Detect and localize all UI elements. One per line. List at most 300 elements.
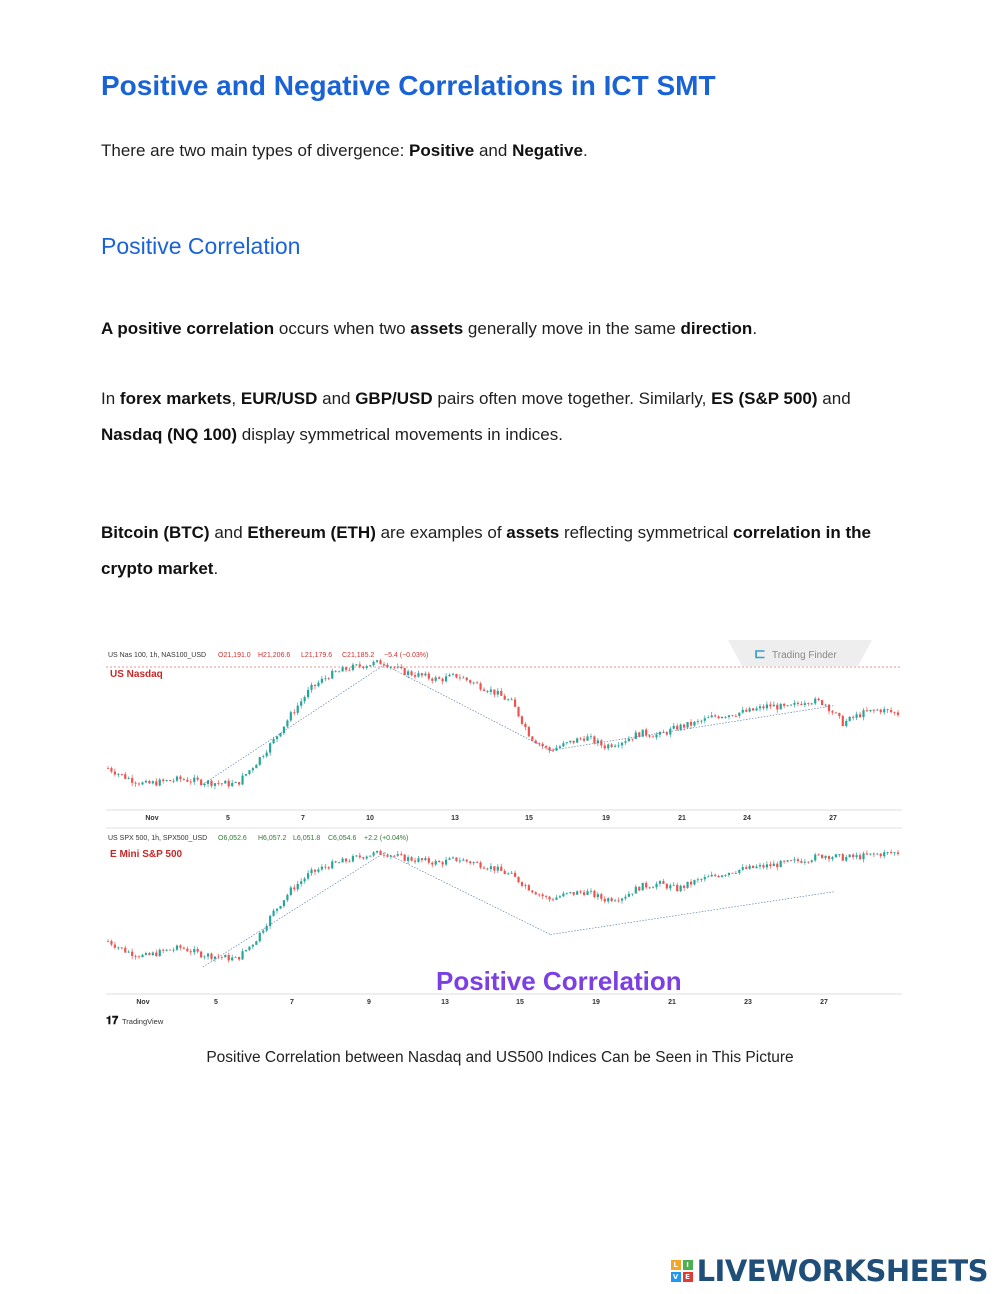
candle-body [131,952,133,956]
candle-body [752,866,754,868]
candle-body [128,778,130,779]
candle-body [145,953,147,955]
candle-body [624,741,626,742]
candle-body [452,674,454,675]
candle-body [107,941,109,942]
candle-body [666,732,668,734]
trend-line [385,665,551,751]
candle-body [486,869,488,870]
candle-body [649,887,651,888]
candle-body [704,718,706,721]
candle-body [862,853,864,859]
candle-body [866,853,868,854]
candle-body [166,950,168,951]
candle-body [869,854,871,855]
candle-body [210,781,212,786]
candle-body [452,857,454,858]
candle-body [600,740,602,745]
candle-body [255,941,257,945]
candle-body [259,933,261,942]
candle-body [304,697,306,701]
candle-body [473,683,475,684]
candle-body [328,867,330,868]
candle-body [721,875,723,877]
candle-body [856,855,858,857]
candle-body [849,717,851,721]
candle-body [655,884,657,888]
candle-body [745,710,747,712]
candle-body [787,860,789,861]
candle-body [818,699,820,700]
candle-body [338,671,340,672]
x-tick-label: 24 [743,815,751,822]
candle-body [590,891,592,892]
candle-body [638,887,640,891]
candle-body [469,861,471,863]
candle-body [317,870,319,872]
candle-body [573,892,575,895]
candle-body [359,856,361,858]
candle-body [676,726,678,730]
candle-body [562,743,564,746]
candle-body [559,746,561,748]
candle-body [400,854,402,855]
candle-body [134,783,136,784]
candle-body [162,780,164,781]
candle-body [221,957,223,958]
candle-body [535,892,537,894]
candle-body [521,716,523,724]
candle-body [259,757,261,765]
candle-body [642,883,644,891]
candle-body [800,861,802,863]
x-tick-label: 21 [678,815,686,822]
candle-body [148,953,150,955]
candle-body [831,711,833,712]
candle-body [714,715,716,716]
candle-body [307,690,309,697]
candle-body [341,859,343,863]
candle-body [617,745,619,746]
candle-body [711,715,713,717]
candle-body [883,852,885,856]
correlation-chart-svg [106,640,902,1030]
panel1-low: L21,179.6 [301,652,333,659]
candle-body [117,774,119,775]
logo-tile: I [683,1260,693,1270]
correlation-figure [106,640,902,1030]
candle-body [421,673,423,675]
candle-body [348,861,350,862]
candle-body [310,870,312,874]
liveworksheets-wordmark: LIVEWORKSHEETS [696,1254,988,1288]
candle-body [159,950,161,956]
candle-body [635,732,637,739]
candle-body [583,892,585,895]
candle-body [504,696,506,700]
candle-body [787,705,789,706]
candle-body [790,860,792,861]
page-title: Positive and Negative Correlations in ICT SMT [101,70,716,101]
x-tick-label: 9 [367,999,371,1006]
candle-body [780,861,782,867]
candle-body [276,736,278,739]
panel2-open: O6,052.6 [218,835,247,842]
candle-body [235,957,237,958]
candle-body [628,739,630,742]
panel1-candles [107,659,899,789]
candle-body [179,777,181,780]
candle-body [755,708,757,710]
candle-body [255,765,257,768]
candle-body [241,776,243,785]
candle-body [324,678,326,679]
candle-body [607,744,609,748]
candle-body [831,857,833,859]
candle-body [459,861,461,862]
panel2-header: US SPX 500, 1h, SPX500_USD [108,835,208,842]
candle-body [814,699,816,704]
candle-body [586,736,588,740]
candle-body [800,704,802,705]
candle-body [414,861,416,862]
section-heading: Positive Correlation [101,233,301,259]
x-tick-label: 5 [214,999,218,1006]
candle-body [714,875,716,876]
candle-body [704,877,706,879]
candle-body [821,700,823,705]
trading-finder-logo-icon: ⊏ [754,645,766,661]
panel2-x-ticks [136,999,828,1006]
candle-body [190,951,192,952]
candle-body [352,665,354,670]
candle-body [600,894,602,899]
candle-body [611,744,613,746]
candle-body [804,703,806,705]
candle-body [769,705,771,707]
candle-body [448,858,450,859]
x-tick-label: 27 [820,999,828,1006]
candle-body [535,741,537,744]
candle-body [138,784,140,785]
candle-body [680,886,682,891]
candle-body [683,886,685,888]
tradingview-brand: TradingView [122,1017,164,1026]
candle-body [524,724,526,727]
candle-body [376,851,378,853]
candle-body [359,664,361,666]
candle-body [728,873,730,875]
candle-body [328,678,330,679]
candle-body [555,898,557,900]
candle-body [517,707,519,716]
candle-body [666,884,668,888]
candle-body [883,709,885,712]
candle-body [548,897,550,900]
candle-body [300,701,302,705]
panel2-low: L6,051.8 [293,835,321,842]
x-tick-label: 5 [226,815,230,822]
panel1-x-ticks [145,815,837,822]
candle-body [690,882,692,885]
candle-body [824,856,826,858]
candle-body [407,671,409,675]
candle-body [790,705,792,706]
candle-body [521,882,523,886]
candle-body [783,704,785,706]
candle-body [697,721,699,722]
candle-body [838,713,840,716]
candle-body [435,861,437,865]
candle-body [203,784,205,785]
candle-body [176,777,178,781]
candle-body [483,689,485,691]
x-tick-label: Nov [136,999,150,1006]
candle-body [845,857,847,861]
candle-body [442,862,444,864]
paragraph-forex: In forex markets, EUR/USD and GBP/USD pairs often move together. Similarly, ES (S&P 500) and Nasdaq (NQ 100) display symmetrical movements in indices. [101,389,851,444]
candle-body [214,957,216,959]
candle-body [545,896,547,897]
candle-body [352,856,354,861]
positive-correlation-overlay: Positive Correlation [436,966,682,996]
candle-body [724,875,726,876]
candle-body [814,855,816,861]
candle-body [669,885,671,888]
candle-body [404,668,406,675]
x-tick-label: 23 [744,999,752,1006]
candle-body [538,894,540,895]
tradingview-logo-icon: 𝟏𝟕 [106,1015,119,1027]
candle-body [252,945,254,947]
candle-body [707,876,709,877]
candle-body [828,856,830,859]
candle-body [528,727,530,736]
candle-body [248,947,250,950]
candle-body [431,863,433,865]
figure-caption: Positive Correlation between Nasdaq and US500 Indices Can be Seen in This Picture [206,1049,794,1066]
candle-body [645,730,647,736]
candle-body [266,753,268,757]
candle-body [880,710,882,713]
candle-body [593,736,595,743]
candle-body [248,770,250,774]
candle-body [649,735,651,736]
liveworksheets-tiles-icon [671,1260,693,1282]
candle-body [507,700,509,701]
candle-body [617,900,619,901]
candle-body [766,864,768,867]
candle-body [635,887,637,894]
candle-body [821,855,823,858]
candle-body [117,947,119,948]
candle-body [724,717,726,718]
candle-body [597,894,599,897]
candle-body [383,855,385,856]
candle-body [890,852,892,853]
candle-body [366,666,368,668]
candle-body [676,885,678,891]
candle-body [742,867,744,870]
candle-body [614,746,616,747]
candle-body [152,781,154,783]
candle-body [455,674,457,678]
x-tick-label: 15 [525,815,533,822]
candle-body [224,955,226,957]
candle-body [293,887,295,889]
candle-body [176,945,178,949]
candle-body [762,706,764,708]
candle-body [673,885,675,886]
candle-body [131,778,133,783]
candle-body [780,704,782,710]
candle-body [762,865,764,867]
candle-body [369,856,371,857]
candle-body [755,867,757,868]
trend-line [550,892,834,935]
candle-body [793,703,795,705]
candle-body [738,713,740,716]
candle-body [776,705,778,710]
candle-body [410,671,412,675]
candle-body [172,950,174,951]
candle-body [693,722,695,726]
trading-finder-watermark: Trading Finder [772,650,837,661]
candle-body [804,862,806,863]
candle-body [738,870,740,873]
candle-body [155,953,157,957]
candle-body [869,710,871,711]
x-tick-label: 7 [301,815,305,822]
candle-body [493,689,495,694]
candle-body [190,782,192,783]
candle-body [141,782,143,784]
candle-body [545,746,547,747]
candle-body [293,712,295,713]
panel1-series-label: US Nasdaq [110,669,163,680]
candle-body [393,667,395,668]
candle-body [362,666,364,667]
panel2-close: C6,054.6 [328,835,357,842]
candle-body [542,894,544,896]
candle-body [849,855,851,857]
candle-body [141,955,143,957]
candle-body [611,898,613,901]
candle-body [483,868,485,869]
candle-body [862,710,864,717]
candle-body [604,745,606,748]
intro-paragraph: There are two main types of divergence: Positive and Negative. [101,141,588,160]
candle-body [362,857,364,858]
candle-body [473,862,475,863]
candle-body [214,783,216,786]
candle-body [562,893,564,896]
candle-body [159,780,161,786]
candle-body [559,896,561,897]
trend-line [385,853,551,935]
candle-body [110,941,112,945]
candle-body [186,949,188,952]
candle-body [238,957,240,960]
candle-body [745,867,747,869]
candle-body [749,708,751,711]
candle-body [107,768,109,769]
candle-body [400,667,402,668]
candle-body [476,683,478,684]
candle-body [538,743,540,744]
candle-body [373,852,375,855]
candle-body [290,712,292,720]
candle-body [290,887,292,894]
candle-body [614,900,616,901]
panel2-candles [107,849,899,967]
candle-body [338,862,340,863]
candle-body [655,735,657,738]
candle-body [283,727,285,734]
candle-body [172,781,174,782]
candle-body [586,891,588,895]
panel1-open: O21,191.0 [218,652,251,659]
candle-body [128,952,130,953]
candle-body [224,781,226,784]
candle-body [873,854,875,855]
candle-body [217,783,219,784]
candle-body [476,862,478,863]
candle-body [645,883,647,888]
candle-body [552,899,554,900]
candle-body [652,737,654,738]
trend-line [203,853,385,967]
candle-body [876,710,878,711]
candle-body [531,890,533,892]
candle-body [459,677,461,678]
panel1-close: C21,185.2 [342,652,375,659]
liveworksheets-logo [671,1254,988,1288]
candle-body [721,717,723,718]
candle-body [121,774,123,775]
candle-body [593,891,595,897]
candle-body [448,675,450,677]
candle-body [759,865,761,866]
candle-body [842,854,844,860]
panel1-header: US Nas 100, 1h, NAS100_USD [108,652,207,659]
candle-body [335,861,337,862]
candle-body [873,710,875,711]
candle-body [348,670,350,671]
candle-body [210,954,212,959]
candle-body [818,855,820,856]
paragraph-definition: A positive correlation occurs when two assets generally move in the same direction. [101,319,758,338]
candle-body [466,860,468,862]
panel1-change: −5.4 (−0.03%) [384,652,429,659]
panel2-series-label: E Mini S&P 500 [110,849,183,860]
candle-body [793,859,795,860]
candle-body [269,916,271,926]
candle-body [490,689,492,691]
candle-body [138,956,140,957]
candle-body [511,873,513,874]
candle-body [424,858,426,860]
candle-body [859,855,861,859]
candle-body [314,685,316,686]
candle-body [245,774,247,776]
candle-body [438,861,440,862]
candle-body [742,710,744,713]
logo-tile: L [671,1260,681,1270]
candle-body [193,778,195,782]
candle-body [166,780,168,781]
candle-body [238,782,240,784]
